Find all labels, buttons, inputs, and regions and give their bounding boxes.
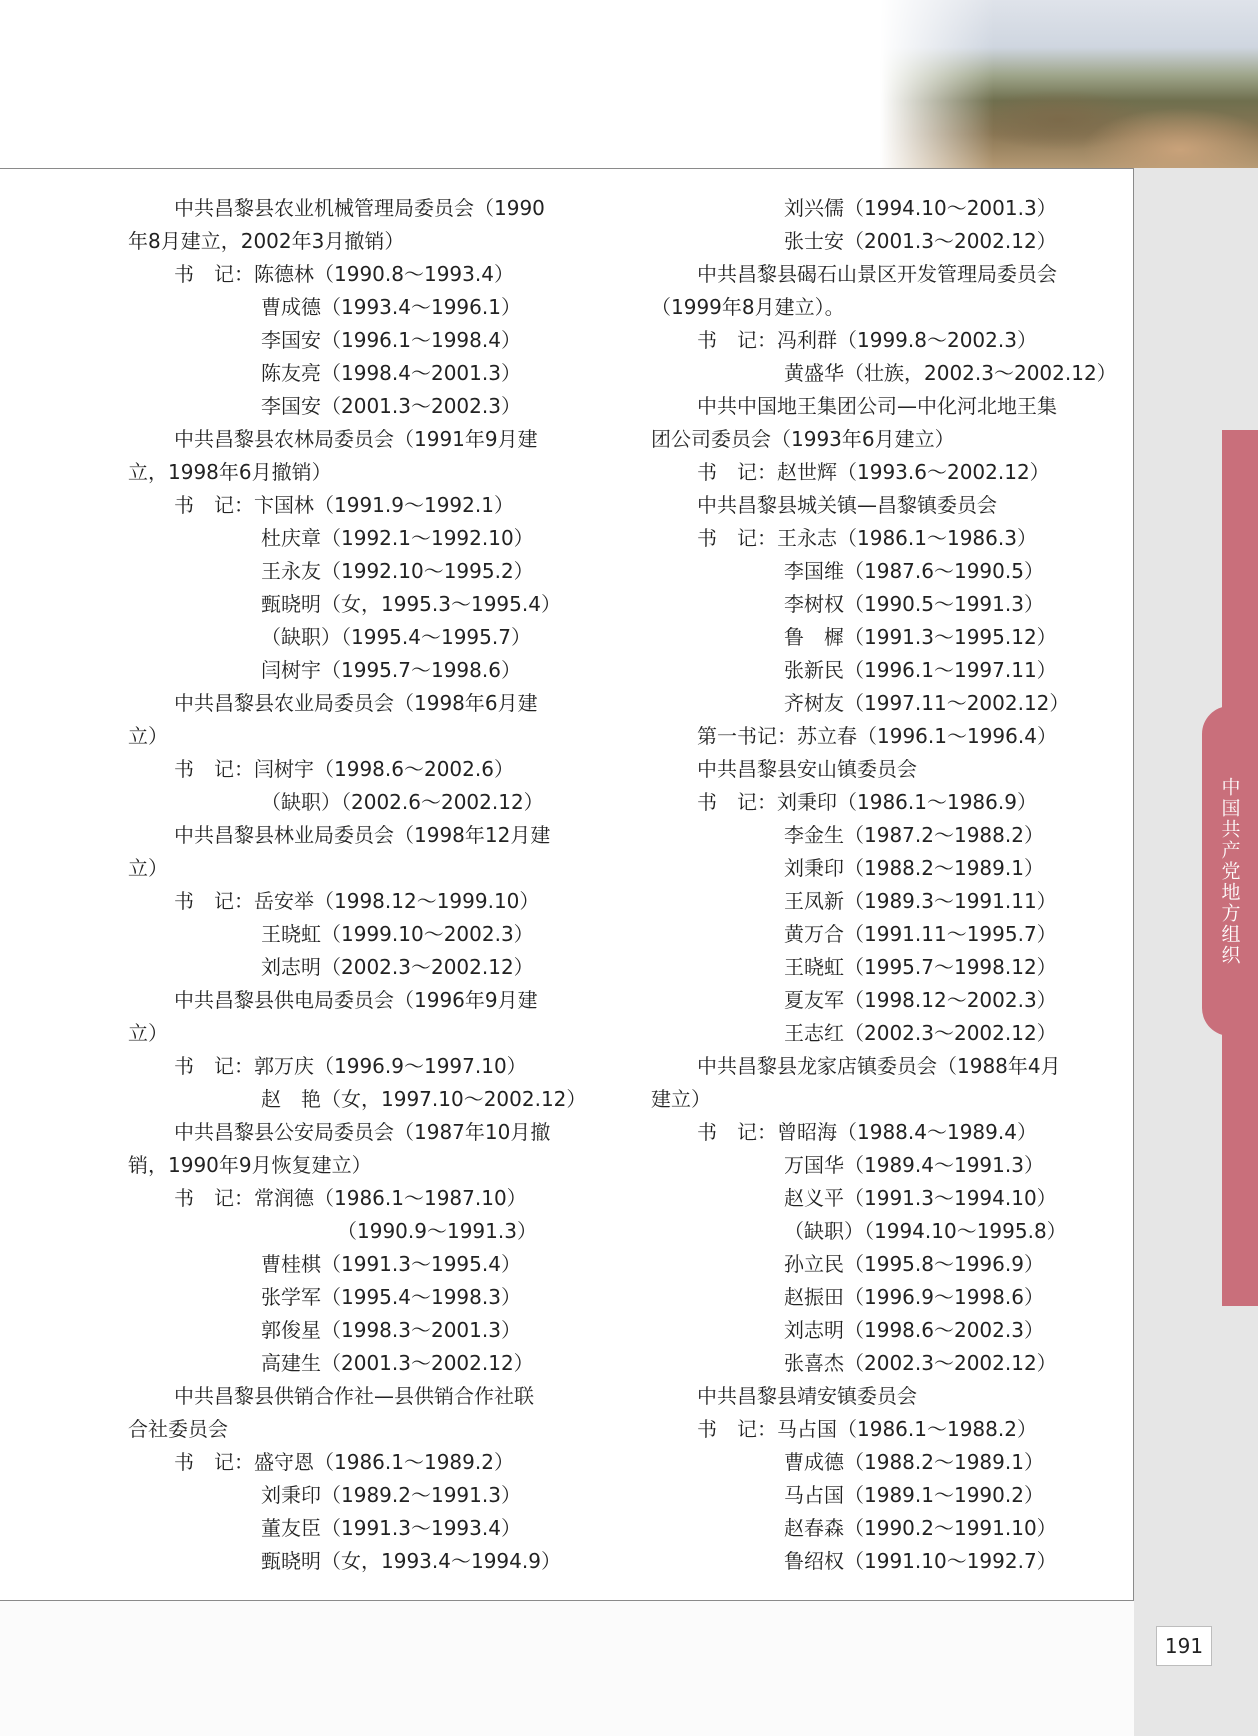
text-line: 杜庆章（1992.1～1992.10） [261,526,534,550]
text-line: 中共昌黎县供电局委员会（1996年9月建 [174,988,538,1012]
text-line: 书 记：郭万庆（1996.9～1997.10） [174,1054,527,1078]
text-line: 书 记：王永志（1986.1～1986.3） [697,526,1037,550]
text-line: 销，1990年9月恢复建立） [128,1153,372,1177]
text-line: 陈友亮（1998.4～2001.3） [261,361,521,385]
text-line: 万国华（1989.4～1991.3） [784,1153,1044,1177]
text-line: 书 记：岳安举（1998.12～1999.10） [174,889,540,913]
text-line: （缺职）（1994.10～1995.8） [784,1219,1067,1243]
text-line: 曹桂棋（1991.3～1995.4） [261,1252,521,1276]
text-line: 书 记：常润德（1986.1～1987.10） [174,1186,527,1210]
text-line: 闫树宇（1995.7～1998.6） [261,658,521,682]
text-line: 书 记：刘秉印（1986.1～1986.9） [697,790,1037,814]
text-line: 王永友（1992.10～1995.2） [261,559,534,583]
text-line: 齐树友（1997.11～2002.12） [784,691,1070,715]
text-line: 刘兴儒（1994.10～2001.3） [784,196,1057,220]
text-line: 曹成德（1993.4～1996.1） [261,295,521,319]
text-line: 马占国（1989.1～1990.2） [784,1483,1044,1507]
header-rule [0,168,1258,169]
left-text-column [128,192,588,1578]
text-line: 中共昌黎县龙家店镇委员会（1988年4月 [697,1054,1061,1078]
text-line: 王晓虹（1995.7～1998.12） [784,955,1057,979]
text-line: 书 记：陈德林（1990.8～1993.4） [174,262,514,286]
text-line: 高建生（2001.3～2002.12） [261,1351,534,1375]
text-line: （1999年8月建立）。 [651,295,845,319]
text-line: 张士安（2001.3～2002.12） [784,229,1057,253]
text-line: 中共昌黎县碣石山景区开发管理局委员会 [697,262,1057,286]
text-line: 赵春森（1990.2～1991.10） [784,1516,1057,1540]
text-line: 中共昌黎县林业局委员会（1998年12月建 [174,823,551,847]
text-line: 张新民（1996.1～1997.11） [784,658,1057,682]
footer-rule [0,1600,1134,1601]
header-landscape-photo [880,0,1258,168]
text-line: 书 记：冯利群（1999.8～2002.3） [697,328,1037,352]
text-line: 第一书记：苏立春（1996.1～1996.4） [697,724,1057,748]
text-line: 李国安（2001.3～2002.3） [261,394,521,418]
text-line: 李金生（1987.2～1988.2） [784,823,1044,847]
text-line: 中共昌黎县供销合作社—县供销合作社联 [174,1384,534,1408]
text-line: 刘秉印（1989.2～1991.3） [261,1483,521,1507]
text-line: 建立） [651,1087,711,1111]
text-line: 赵振田（1996.9～1998.6） [784,1285,1044,1309]
text-line: 赵 艳（女，1997.10～2002.12） [261,1087,587,1111]
text-line: 书 记：闫树宇（1998.6～2002.6） [174,757,514,781]
content-border [1133,168,1134,1600]
text-line: 张喜杰（2002.3～2002.12） [784,1351,1057,1375]
text-line: 书 记：曾昭海（1988.4～1989.4） [697,1120,1037,1144]
footer-area [0,1601,1134,1736]
text-line: 立，1998年6月撤销） [128,460,332,484]
text-line: 书 记：盛守恩（1986.1～1989.2） [174,1450,514,1474]
text-line: 立） [128,856,168,880]
text-line: 刘秉印（1988.2～1989.1） [784,856,1044,880]
section-tab [1202,706,1258,1036]
text-line: （缺职）（2002.6～2002.12） [261,790,544,814]
text-line: 曹成德（1988.2～1989.1） [784,1450,1044,1474]
text-line: 中共昌黎县农林局委员会（1991年9月建 [174,427,538,451]
text-line: 中共昌黎县农业局委员会（1998年6月建 [174,691,538,715]
text-line: 孙立民（1995.8～1996.9） [784,1252,1044,1276]
text-line: 书 记：马占国（1986.1～1988.2） [697,1417,1037,1441]
text-line: 王晓虹（1999.10～2002.3） [261,922,534,946]
text-line: 鲁绍权（1991.10～1992.7） [784,1549,1057,1573]
text-line: 李树权（1990.5～1991.3） [784,592,1044,616]
text-line: 张学军（1995.4～1998.3） [261,1285,521,1309]
text-line: 中共昌黎县城关镇—昌黎镇委员会 [697,493,997,517]
text-line: 合社委员会 [128,1417,228,1441]
text-line: 中共昌黎县公安局委员会（1987年10月撤 [174,1120,551,1144]
text-line: 书 记：卞国林（1991.9～1992.1） [174,493,514,517]
text-line: 李国安（1996.1～1998.4） [261,328,521,352]
text-line: 黄万合（1991.11～1995.7） [784,922,1057,946]
text-line: 刘志明（2002.3～2002.12） [261,955,534,979]
text-line: 鲁 樨（1991.3～1995.12） [784,625,1057,649]
text-line: 书 记：赵世辉（1993.6～2002.12） [697,460,1050,484]
text-line: 郭俊星（1998.3～2001.3） [261,1318,521,1342]
text-line: 黄盛华（壮族，2002.3～2002.12） [784,361,1117,385]
text-line: （1990.9～1991.3） [337,1219,537,1243]
text-line: 立） [128,724,168,748]
text-line: 夏友军（1998.12～2002.3） [784,988,1057,1012]
text-line: 董友臣（1991.3～1993.4） [261,1516,521,1540]
text-line: 甄晓明（女，1995.3～1995.4） [261,592,561,616]
text-line: 年8月建立，2002年3月撤销） [128,229,405,253]
text-line: 赵义平（1991.3～1994.10） [784,1186,1057,1210]
section-tab-label: 中国共产党地方组织 [1218,776,1241,966]
text-line: 甄晓明（女，1993.4～1994.9） [261,1549,561,1573]
text-line: 王志红（2002.3～2002.12） [784,1021,1057,1045]
text-line: 团公司委员会（1993年6月建立） [651,427,955,451]
text-line: 李国维（1987.6～1990.5） [784,559,1044,583]
text-line: 中共昌黎县农业机械管理局委员会（1990 [174,196,545,220]
text-line: 刘志明（1998.6～2002.3） [784,1318,1044,1342]
text-line: 立） [128,1021,168,1045]
right-text-column [651,192,1117,1578]
page-number: 191 [1156,1626,1212,1666]
text-line: 中共昌黎县靖安镇委员会 [697,1384,917,1408]
text-line: 王凤新（1989.3～1991.11） [784,889,1057,913]
text-line: 中共昌黎县安山镇委员会 [697,757,917,781]
text-line: 中共中国地王集团公司—中化河北地王集 [697,394,1057,418]
text-line: （缺职）（1995.4～1995.7） [261,625,531,649]
